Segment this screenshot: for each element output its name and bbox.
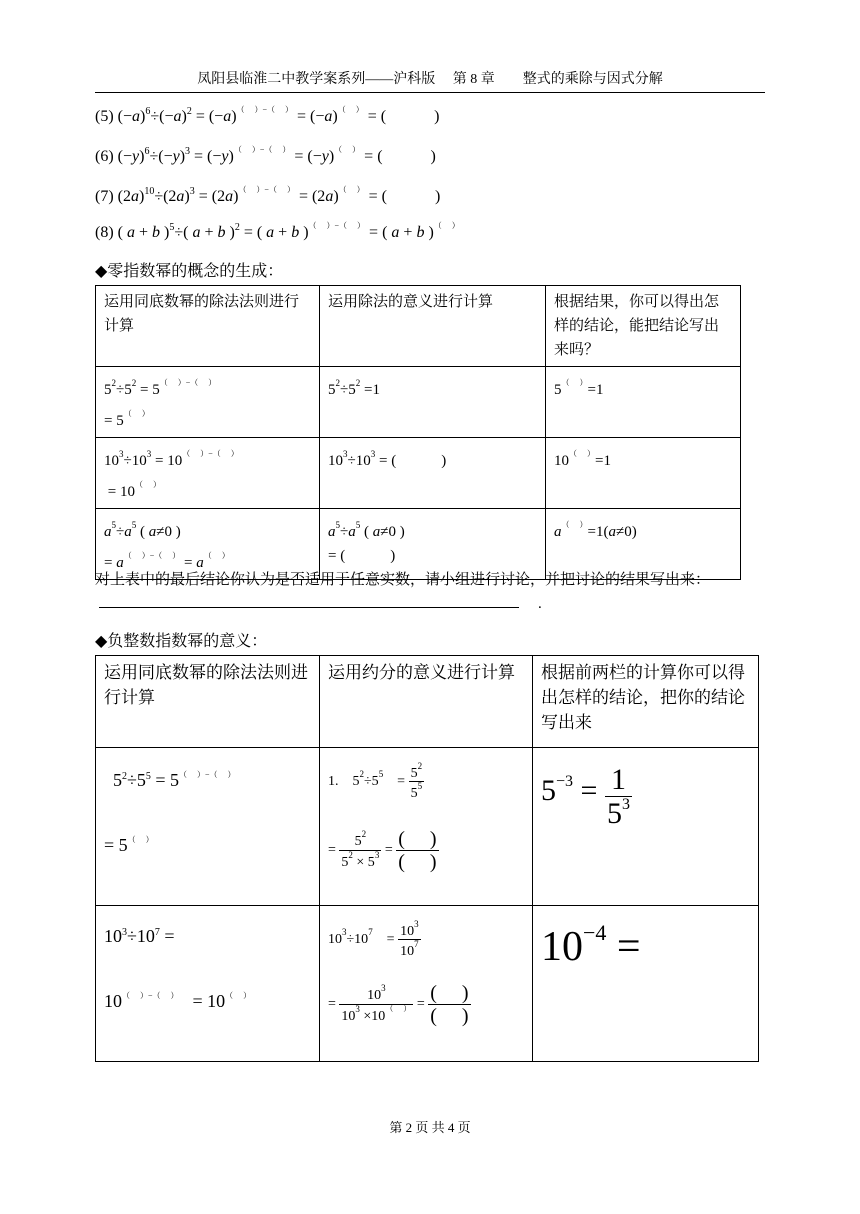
equation-label: (8) xyxy=(95,224,114,241)
equation-8: (8) ( a + b )$^5$÷( a + b )$^2$ = ( a + b )（ ）−（ ） = ( a + b )（ ） xyxy=(95,221,460,241)
table-cell: $5^2\div 5^2 = 5^{( )-( )}$ = 5（ ） xyxy=(96,367,320,438)
table-cell: $5^2\div 5^2 =1$ xyxy=(320,367,546,438)
table-cell: $5^2\div 5^5 = 5^{( )-( )}$ = 5（ ） xyxy=(96,748,320,906)
discussion-end: . xyxy=(538,596,542,612)
table-cell: $10^{-4}$ = xyxy=(533,906,759,1062)
equation-6: (6) $(-y)^6\div(-y)^3 = (-y)^{( )-( )} = (-y)^{( )}$ = ( ) xyxy=(95,145,436,165)
equation-7: (7) $(2a)^{10}\div(2a)^3 = (2a)^{( )-( )} = (2a)^{( )}$ = ( ) xyxy=(95,185,441,205)
table-cell: $10^3\div 10^3 = 10^{( )-( )}$ = 10（ ） xyxy=(96,438,320,509)
answer-line xyxy=(99,593,519,608)
table-cell: $5^{-3}$ = $\frac{1}{5^3}$ xyxy=(533,748,759,906)
table-header: 运用约分的意义进行计算 xyxy=(320,656,533,748)
table-cell: $10^3\div 10^3$ = ( ) xyxy=(320,438,546,509)
equation-5: (5) $(-a)^6\div(-a)^2 = (-a)^{( )-( )} = (-a)^{( )}$ = ( ) xyxy=(95,105,440,125)
equation-label: (7) xyxy=(95,188,114,205)
table-cell: 5（ ）=1 xyxy=(546,367,741,438)
table-cell: $10^3\div 10^7$ = $\frac{10^3}{10^7}$ = $\frac{10^3}{10^3 \times 10^{( )}}$ = $\frac{( )}{( )}$ xyxy=(320,906,533,1062)
page-header: 凤阳县临淮二中教学案系列——沪科版 第 8 章 整式的乘除与因式分解 xyxy=(95,70,765,93)
table-header: 运用同底数幂的除法法则进行计算 xyxy=(96,656,320,748)
table-cell: 10（ ）=1 xyxy=(546,438,741,509)
discussion-prompt xyxy=(95,568,745,616)
table-cell: $a^5\div a^5$ ( a≠0 ) = a（ ）−（ ） = a（ ） xyxy=(96,509,320,580)
table-cell: $a^5\div a^5$ ( a≠0 ) = ( ) xyxy=(320,509,546,580)
section-zero-exponent-title: ◆零指数幂的概念的生成： xyxy=(95,263,284,280)
table-cell: $10^3\div 10^7$ = 10（ ）−（ ） = 10（ ） xyxy=(96,906,320,1062)
table-header: 根据前两栏的计算你可以得出怎样的结论，把你的结论写出来 xyxy=(533,656,759,748)
negative-exponent-table xyxy=(95,655,759,1062)
equation-label: (5) xyxy=(95,108,114,125)
table-header: 运用除法的意义进行计算 xyxy=(320,286,546,367)
page-footer: 第 2 页 共 4 页 xyxy=(389,1120,471,1135)
section-negative-exponent-title: ◆负整数指数幂的意义： xyxy=(95,633,268,650)
table-header: 根据结果，你可以得出怎样的结论，能把结论写出来吗？ xyxy=(546,286,741,367)
zero-exponent-table xyxy=(95,285,741,580)
discussion-text: 对上表中的最后结论你认为是否适用于任意实数，请小组进行讨论，并把讨论的结果写出来： xyxy=(95,572,711,588)
equation-label: (6) xyxy=(95,148,114,165)
table-cell: a（ ）=1(a≠0) xyxy=(546,509,741,580)
table-cell: 1. $5^2\div 5^5$ = $\frac{5^2}{5^5}$ = $\frac{5^2}{5^2 \times 5^3}$ = $\frac{( )}{( )}$ xyxy=(320,748,533,906)
table-header: 运用同底数幂的除法法则进行计算 xyxy=(96,286,320,367)
